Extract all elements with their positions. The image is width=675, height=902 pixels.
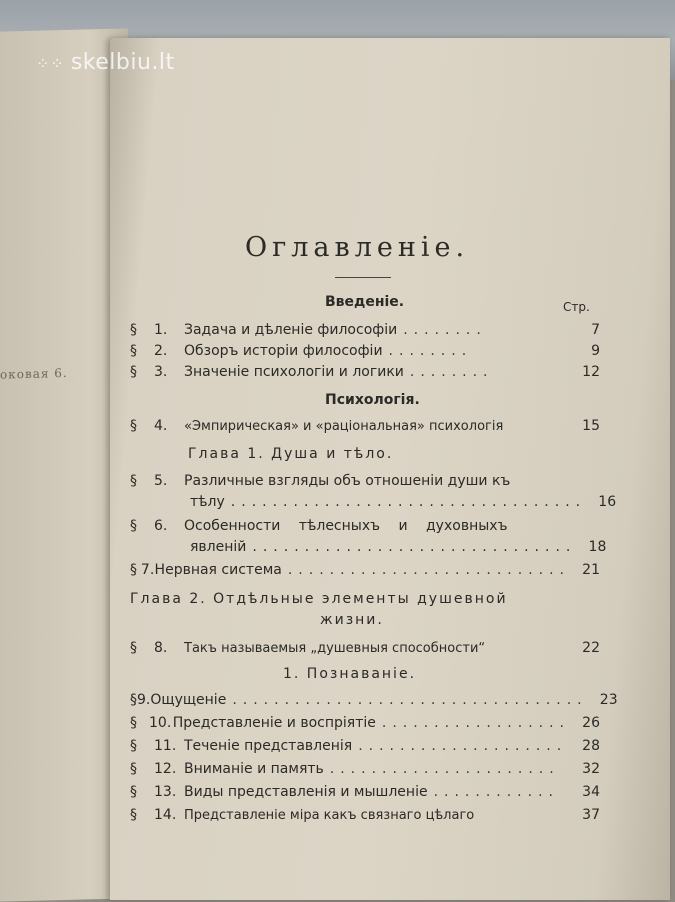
subsection-heading: 1. Познаваніе. (283, 666, 417, 682)
chapter-heading-2-cont: жизни. (320, 612, 384, 628)
toc-entry: § 4. «Эмпирическая» и «раціональная» психологія 15 (130, 418, 600, 434)
left-page-fragment: оковая 6. (0, 365, 68, 382)
toc-entry: § 9. Ощущеніе .................................. 23 (130, 692, 618, 708)
title-rule (335, 277, 391, 278)
toc-entry: § 7. Нервная система ........................... 21 (130, 562, 600, 578)
watermark (36, 50, 175, 75)
toc-entry: § 8. Такъ называемыя „душевныя способности“ 22 (130, 640, 600, 656)
toc-entry: § 3. Значеніе психологіи и логики ........ 12 (130, 364, 600, 380)
toc-entry: § 2. Обзоръ исторіи философіи ........ 9 (130, 343, 600, 359)
section-heading-intro: Введеніе. (325, 294, 405, 310)
toc-entry: § 10. Представленіе и воспріятіе .................. 26 (130, 715, 600, 731)
toc-entry: § 13. Виды представленія и мышленіе ............ 34 (130, 784, 600, 800)
toc-entry-continuation: явленій ............................... 18 (190, 539, 607, 555)
toc-entry: § 5. Различные взгляды объ отношеніи души къ (130, 473, 511, 489)
section-heading-psychology: Психологія. (325, 392, 420, 408)
page-column-label: Стр. (563, 300, 590, 314)
toc-entry: § 6. Особенности тѣлесныхъ и духовныхъ (130, 518, 508, 534)
chapter-heading-1: Глава 1. Душа и тѣло. (188, 446, 394, 462)
watermark-text: skelbiu.lt (70, 50, 175, 75)
toc-entry: § 12. Вниманіе и память ...................... 32 (130, 761, 600, 777)
toc-entry: § 11. Теченіе представленія .................... 28 (130, 738, 600, 754)
chapter-heading-2: Глава 2. Отдѣльные элементы душевной (130, 591, 508, 607)
toc-entry: § 14. Представленіе міра какъ связнаго цѣлаго 37 (130, 807, 600, 823)
left-page (0, 28, 128, 901)
toc-entry: § 1. Задача и дѣленіе философіи ........ 7 (130, 322, 600, 338)
page-title: Оглавленіе. (245, 232, 470, 263)
watermark-dots-icon: ⁘⁘ (36, 54, 65, 73)
toc-entry-continuation: тѣлу .................................. 16 (190, 494, 617, 510)
